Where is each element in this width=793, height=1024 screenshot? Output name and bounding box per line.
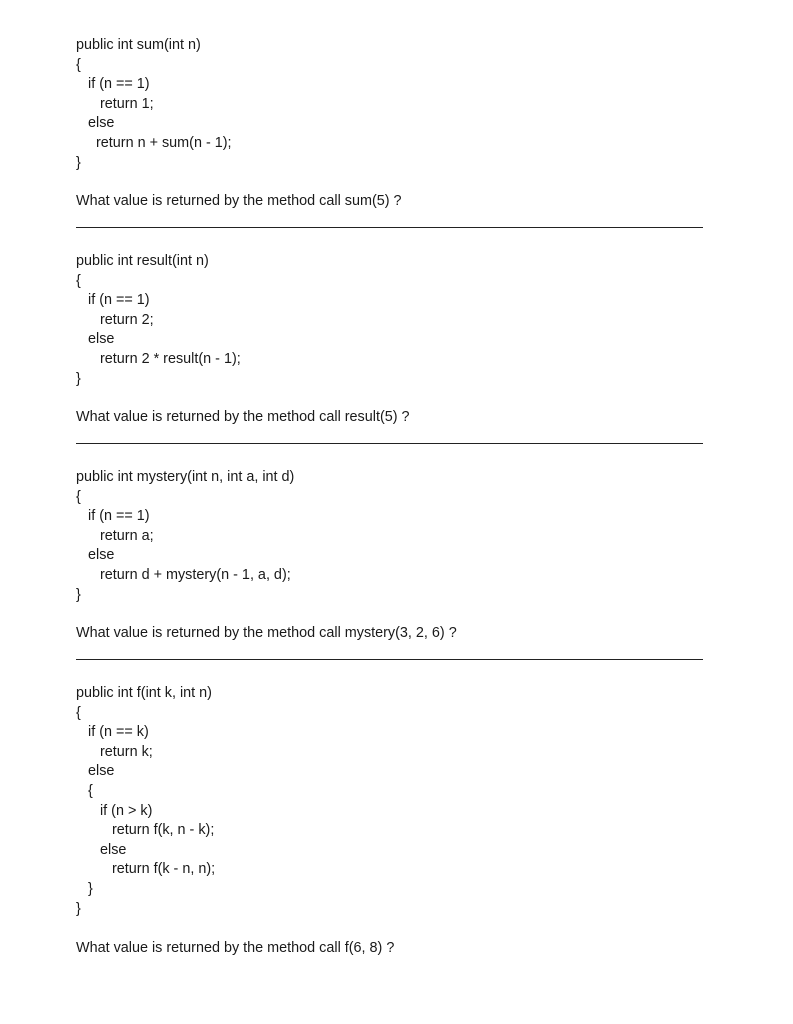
question-text: What value is returned by the method call mystery(3, 2, 6) ?	[76, 625, 457, 641]
code-line: {	[76, 272, 81, 289]
code-line: public int mystery(int n, int a, int d)	[76, 469, 295, 485]
code-line: else	[76, 331, 115, 348]
code-line: else	[76, 841, 127, 858]
question-text: What value is returned by the method call sum(5) ?	[76, 193, 402, 209]
code-line: public int sum(int n)	[76, 37, 201, 53]
question-text: What value is returned by the method call result(5) ?	[76, 409, 410, 425]
code-line: else	[76, 763, 115, 780]
code-line: {	[76, 783, 93, 799]
code-line: if (n > k)	[76, 802, 153, 819]
code-line: return 2;	[76, 311, 154, 328]
code-line: }	[76, 370, 81, 387]
code-line: return a;	[76, 527, 154, 544]
code-line: }	[76, 900, 81, 917]
divider-line	[76, 659, 703, 660]
code-line: else	[76, 547, 115, 564]
divider-line	[76, 443, 703, 444]
code-line: {	[76, 704, 81, 721]
code-line: else	[76, 115, 115, 132]
code-line: }	[76, 586, 81, 603]
code-line: }	[76, 154, 81, 171]
code-line: return f(k, n - k);	[76, 822, 215, 839]
code-line: if (n == 1)	[76, 292, 150, 309]
code-line: {	[76, 56, 81, 73]
divider-line	[76, 227, 703, 228]
code-line: if (n == k)	[76, 724, 149, 741]
code-line: if (n == 1)	[76, 508, 150, 525]
code-line: public int result(int n)	[76, 253, 209, 269]
code-line: if (n == 1)	[76, 76, 150, 93]
code-line: return 2 * result(n - 1);	[76, 351, 241, 367]
question-text: What value is returned by the method call f(6, 8) ?	[76, 940, 395, 956]
code-line: return n + sum(n - 1);	[76, 135, 232, 151]
code-line: return k;	[76, 743, 153, 760]
code-line: return 1;	[76, 95, 154, 112]
code-line: }	[76, 881, 93, 897]
code-line: {	[76, 488, 81, 505]
code-line: public int f(int k, int n)	[76, 685, 212, 701]
code-line: return f(k - n, n);	[76, 861, 216, 878]
code-line: return d + mystery(n - 1, a, d);	[76, 567, 291, 583]
